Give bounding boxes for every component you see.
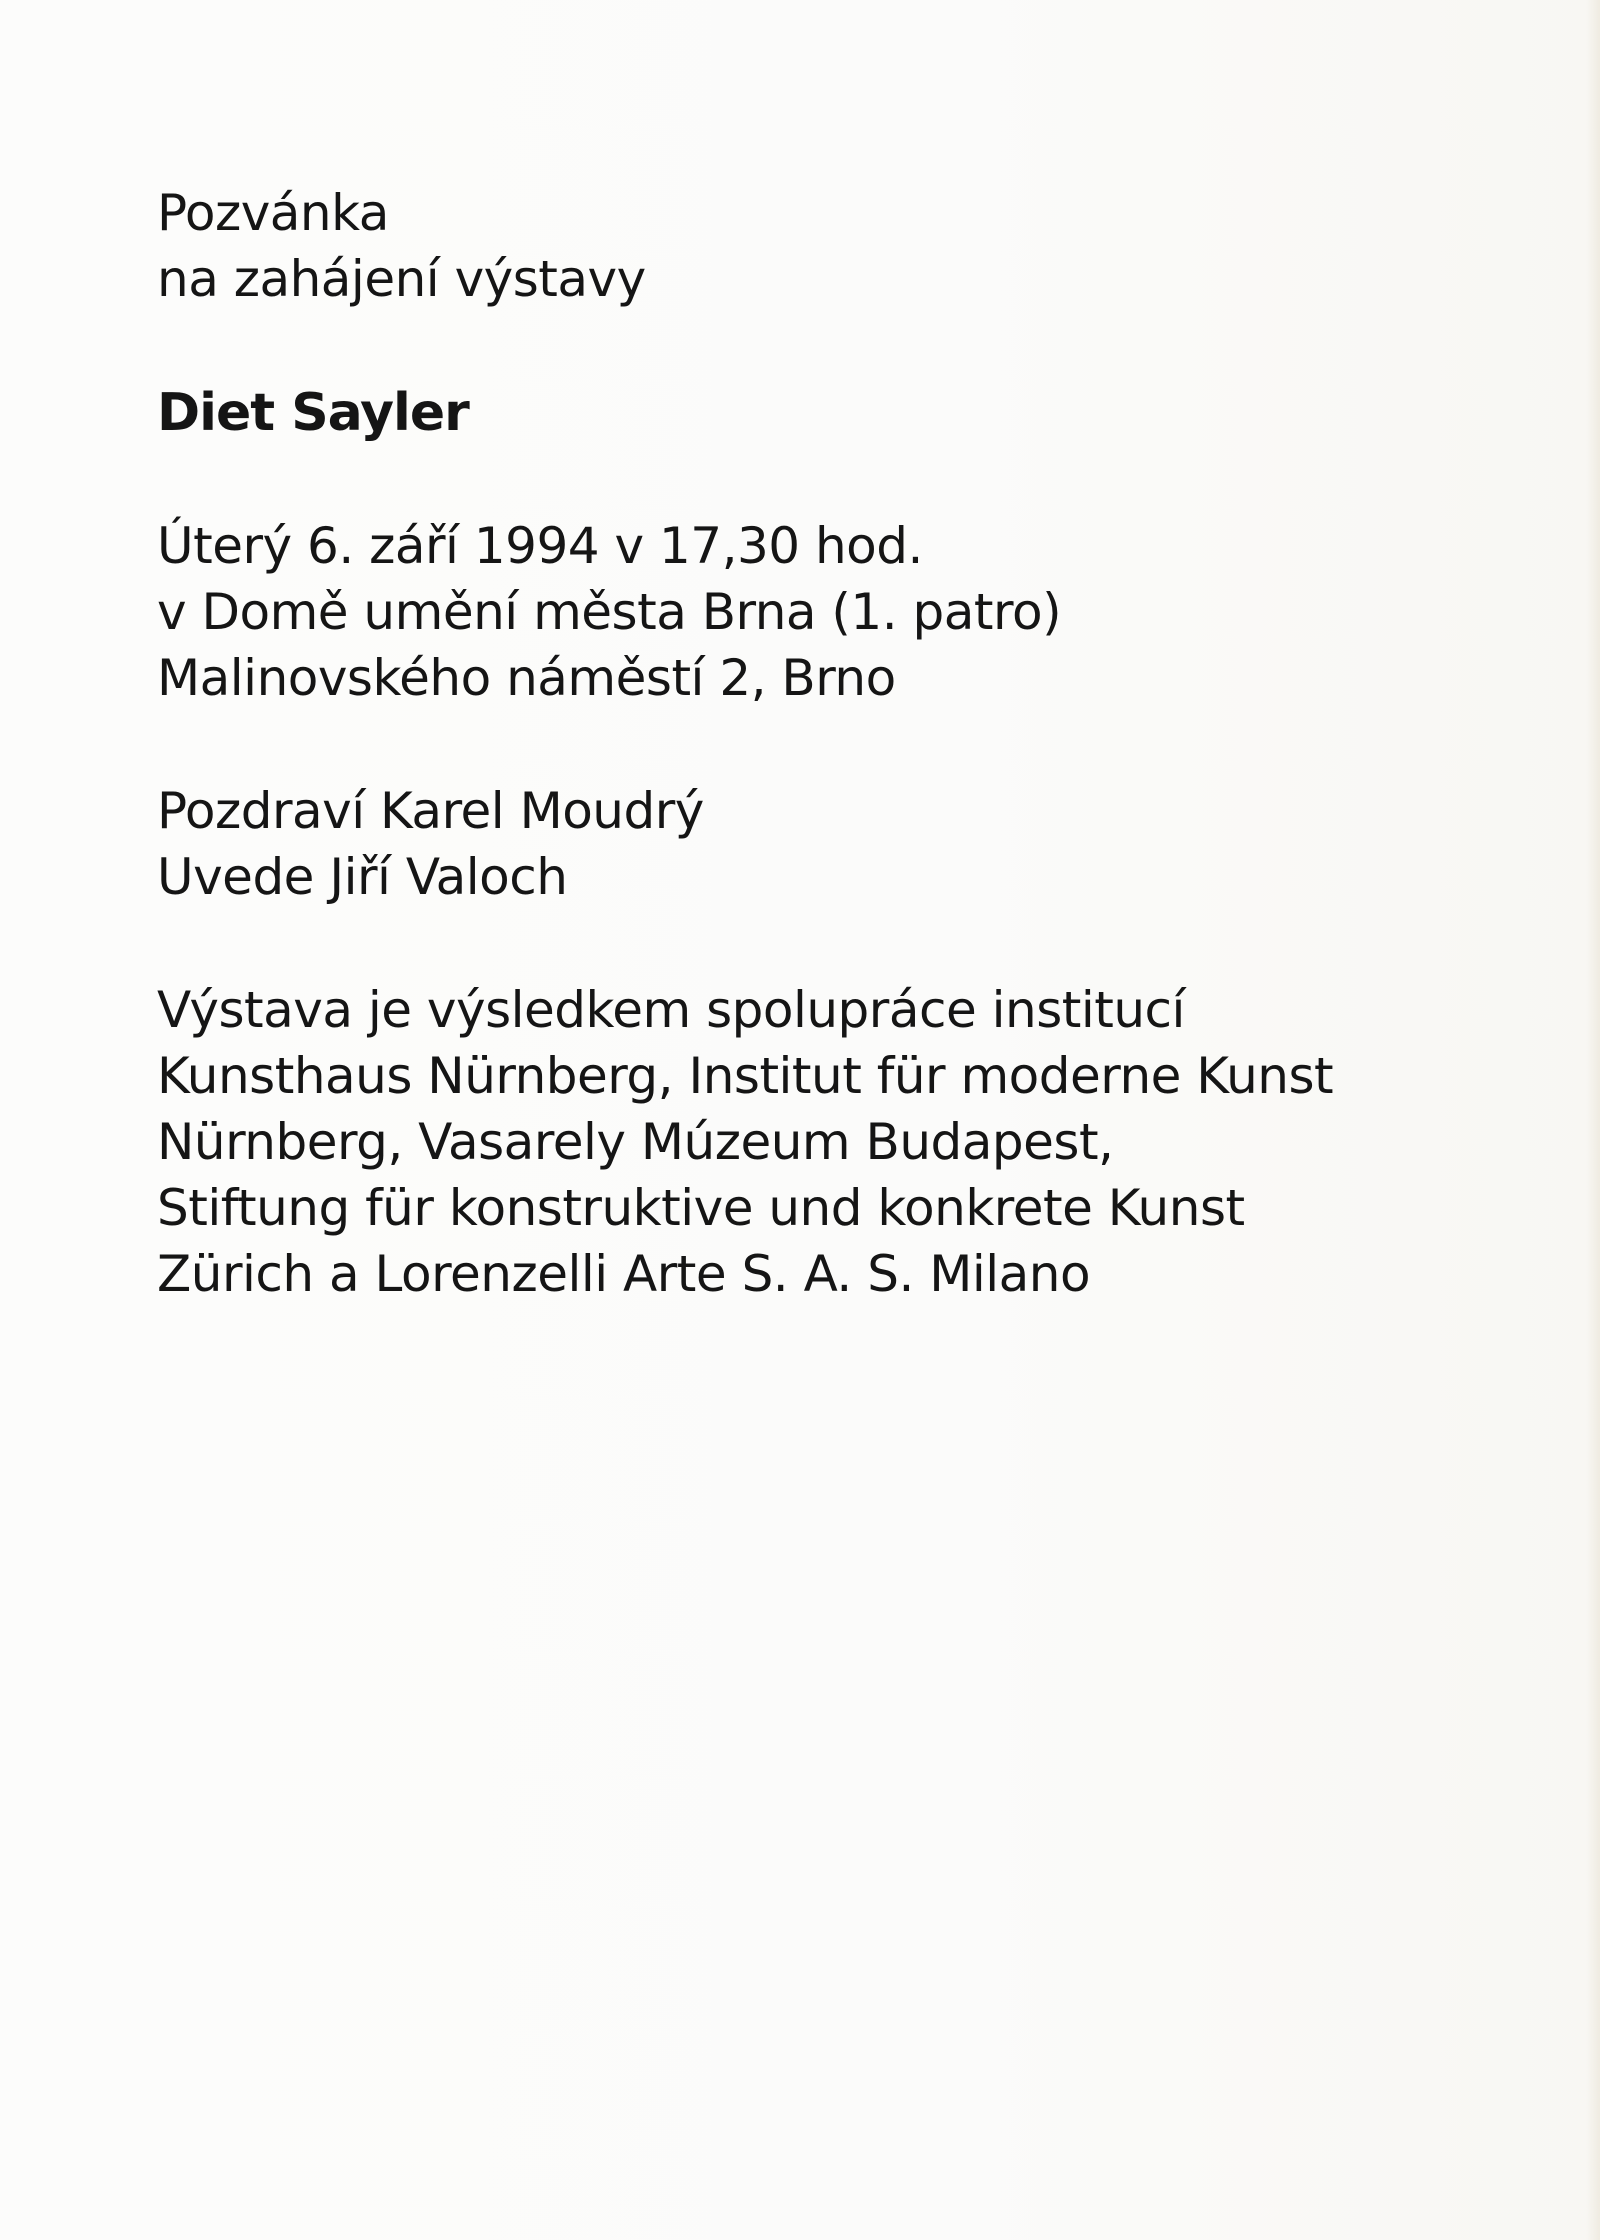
event-details [157,513,1457,711]
cooperation-line: Zürich a Lorenzelli Arte S. A. S. Milano [157,1245,1091,1303]
event-venue: v Domě umění města Brna (1. patro) [157,583,1062,641]
cooperation-line: Kunsthaus Nürnberg, Institut für moderne Kunst [157,1047,1334,1105]
heading-line: na zahájení výstavy [157,250,646,308]
cooperation-line: Nürnberg, Vasarely Múzeum Budapest, [157,1113,1114,1171]
speakers [157,778,1457,910]
heading-line: Pozvánka [157,184,389,242]
artist-block [157,380,1457,446]
invitation-heading [157,180,1457,312]
cooperation-line: Výstava je výsledkem spolupráce institucí [157,981,1185,1039]
greeting-speaker: Pozdraví Karel Moudrý [157,782,704,840]
cooperation-line: Stiftung für konstruktive und konkrete Kunst [157,1179,1245,1237]
cooperation-note [157,977,1457,1307]
event-date-time: Úterý 6. září 1994 v 17,30 hod. [157,517,923,575]
introducing-speaker: Uvede Jiří Valoch [157,848,568,906]
invitation-content [157,180,1457,1307]
event-address: Malinovského náměstí 2, Brno [157,649,896,707]
artist-name: Diet Sayler [157,383,469,443]
